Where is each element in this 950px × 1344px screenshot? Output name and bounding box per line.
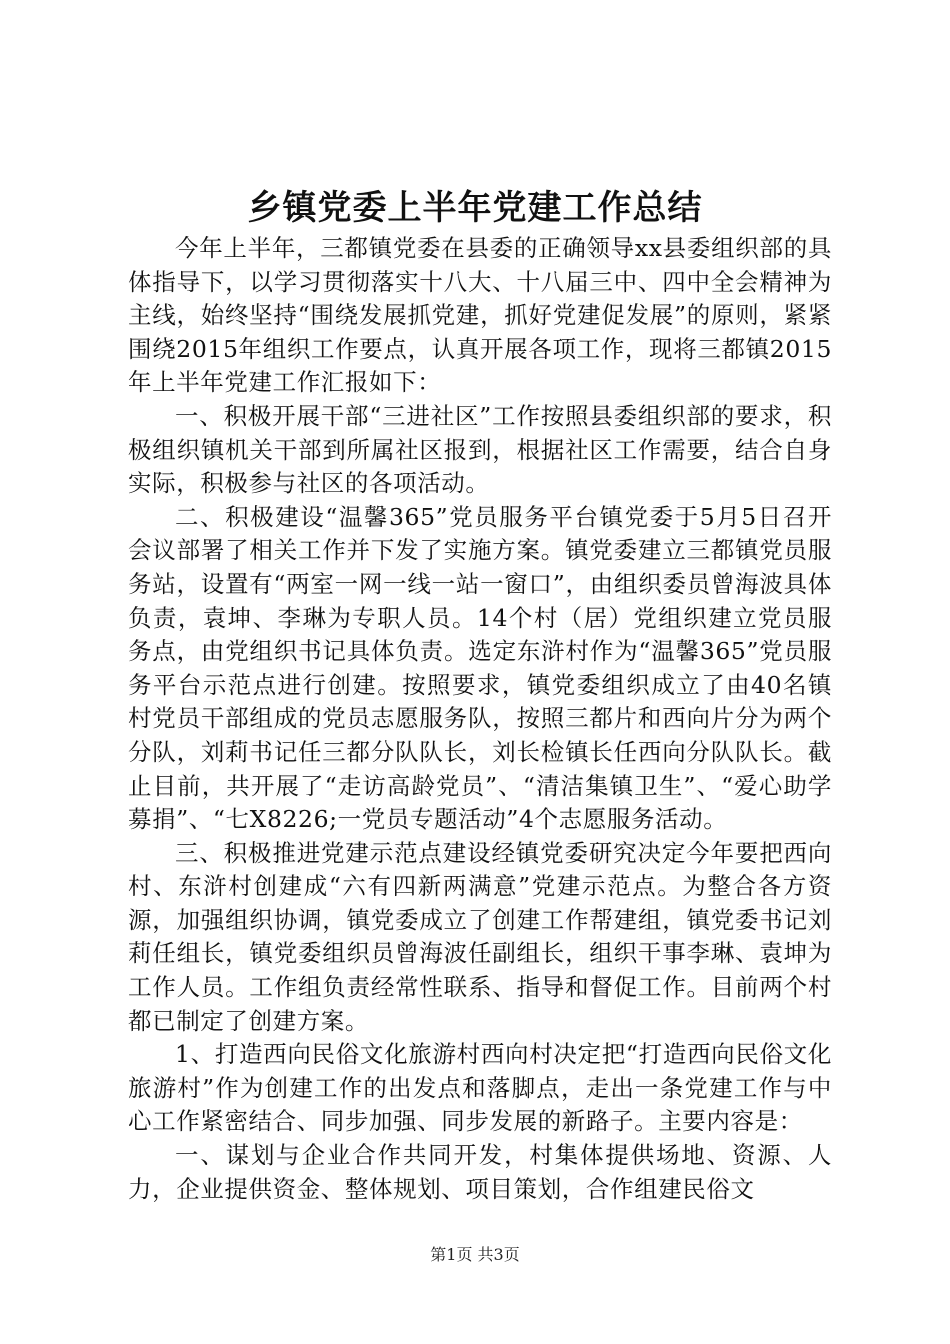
page-footer: 第1页 共3页 (430, 1245, 520, 1264)
paragraph-section-2: 二、积极建设“温馨365”党员服务平台镇党委于5月5日召开会议部署了相关工作并下发了实施方案。镇党委建立三都镇党员服务站，设置有“两室一网一线一站一窗口”，由组织委员曾海波具体负责，袁坤、李琳为专职人员。14个村（居）党组织建立党员服务点，由党组织书记具体负责。选定东浒村作为“温馨365”党员服务平台示范点进行创建。按照要求，镇党委组织成立了由40名镇村党员干部组成的党员志愿服务队，按照三都片和西向片分为两个分队，刘莉书记任三都分队队长，刘长检镇长任西向分队队长。截止目前，共开展了“走访高龄党员”、“清洁集镇卫生”、“爱心助学募捐”、“七X8226;一党员专题活动”4个志愿服务活动。 (128, 502, 832, 834)
paragraph-section-3: 三、积极推进党建示范点建设经镇党委研究决定今年要把西向村、东浒村创建成“六有四新两满意”党建示范点。为整合各方资源，加强组织协调，镇党委成立了创建工作帮建组，镇党委书记刘莉任组长，镇党委组织员曾海波任副组长，组织干事李琳、袁坤为工作人员。工作组负责经常性联系、指导和督促工作。目前两个村都已制定了创建方案。 (128, 838, 832, 1035)
paragraph-intro: 今年上半年，三都镇党委在县委的正确领导xx县委组织部的具体指导下，以学习贯彻落实十八大、十八届三中、四中全会精神为主线，始终坚持“围绕发展抓党建，抓好党建促发展”的原则，紧紧围绕2015年组织工作要点，认真开展各项工作，现将三都镇2015年上半年党建工作汇报如下： (128, 234, 832, 397)
document-title: 乡镇党委上半年党建工作总结 (247, 188, 703, 228)
paragraph-subitem-1: 一、谋划与企业合作共同开发，村集体提供场地、资源、人力，企业提供资金、整体规划、项目策划，合作组建民俗文 (128, 1141, 832, 1203)
paragraph-section-1: 一、积极开展干部“三进社区”工作按照县委组织部的要求，积极组织镇机关干部到所属社区报到，根据社区工作需要，结合自身实际，积极参与社区的各项活动。 (128, 401, 832, 498)
paragraph-item-1: 1、打造西向民俗文化旅游村西向村决定把“打造西向民俗文化旅游村”作为创建工作的出发点和落脚点，走出一条党建工作与中心工作紧密结合、同步加强、同步发展的新路子。主要内容是： (128, 1040, 832, 1136)
document-body (128, 232, 832, 1206)
